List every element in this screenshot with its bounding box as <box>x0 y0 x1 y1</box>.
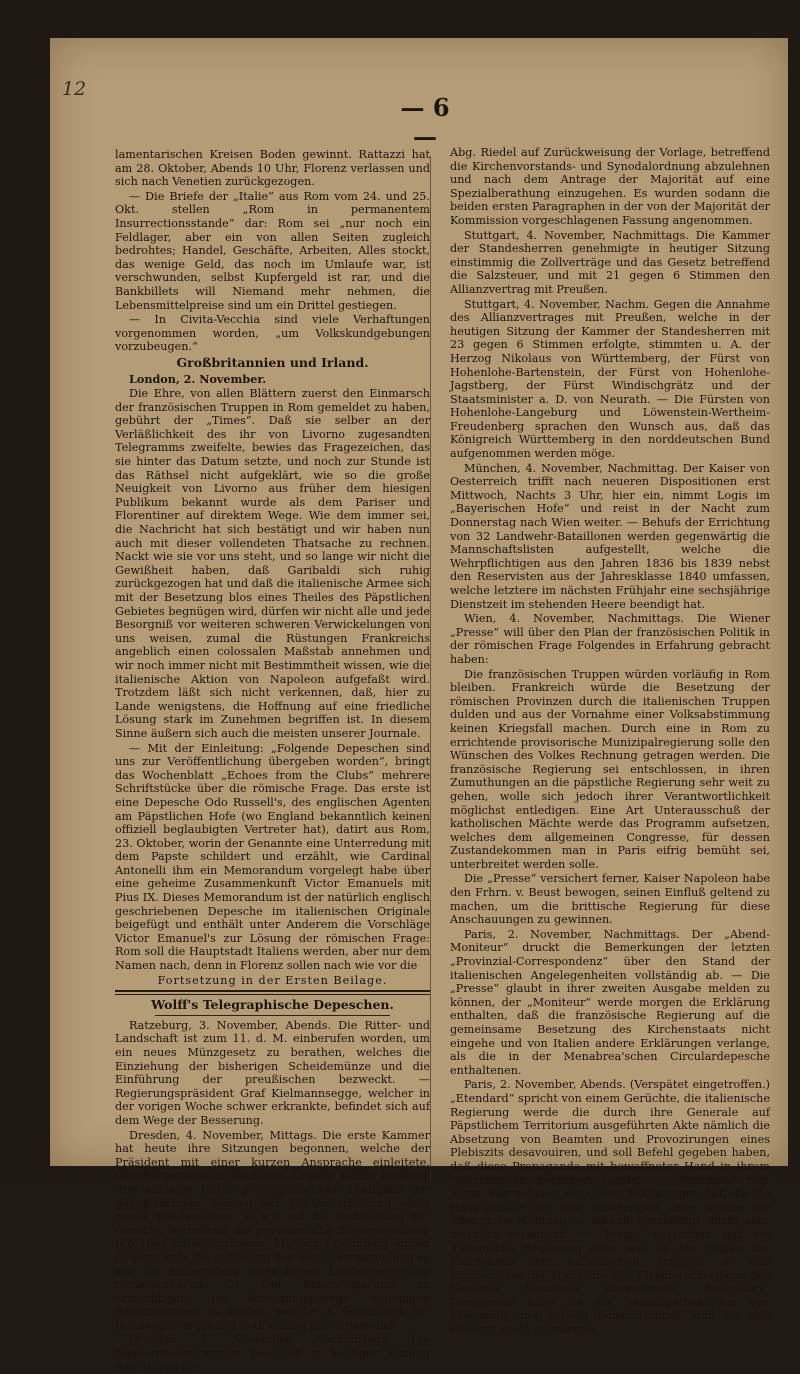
heading-underline <box>155 1015 390 1016</box>
paragraph: lamentarischen Kreisen Boden gewinnt. Rattazzi hat am 28. Oktober, Abends 10 Uhr, Florenz verlassen und sich nach Venetien zurückgezogen. <box>115 148 430 189</box>
paragraph: Stuttgart, 4. November, Nachm. Gegen die Annahme des Allianzvertrages mit Preußen, welche in der heutigen Sitzung der Kammer der Standesherren mit 23 gegen 6 Stimmen erfolgte, stimmten u. A. der Herzog Nikolaus von Württemberg, der Fürst von Hohenlohe-Bartenstein, der Fürst von Hohenlohe-Jagstberg, der Fürst Windischgrätz und der Staatsminister a. D. von Neurath. — Die Fürsten von Hohenlohe-Langeburg und Löwenstein-Wertheim-Freudenberg sprachen den Wunsch aus, daß das Königreich Württemberg in den norddeutschen Bund aufgenommen werden möge. <box>450 297 770 461</box>
left-column <box>115 148 430 1374</box>
paragraph: Ratzeburg, 3. November, Abends. Die Ritter- und Landschaft ist zum 11. d. M. einberufen worden, um ein neues Münzgesetz zu berathen, welches die Einziehung der bisherigen Scheidemünze und die Einführung der preußischen bezweckt. — Regierungspräsident Graf Kielmannsegge, welcher in der vorigen Woche schwer erkrankte, befindet sich auf dem Wege der Besserung. <box>115 1018 430 1127</box>
newspaper-page <box>50 38 788 1374</box>
paragraph: — In Civita-Vecchia sind viele Verhaftungen vorgenommen worden, „um Volkskundgebungen vorzubeugen.“ <box>115 313 430 354</box>
paragraph: — Die Briefe der „Italie“ aus Rom vom 24. und 25. Okt. stellen „Rom in permanentem Insurrectionsstande“ dar: Rom sei „nur noch ein Feldlager, aber ein von allen Seiten zugleich bedrohtes; Handel, Geschäfte, Arbeiten, Alles stockt, das wenige Geld, das noch im Umlaufe war, ist verschwunden, selbst Kupfergeld ist rar, und die Bankbillets will Niemand mehr nehmen, die Lebensmittelpreise sind um ein Drittel gestiegen. <box>115 189 430 312</box>
right-column <box>450 146 770 1337</box>
paragraph: Paris, 2. November, Abends. (Verspätet eingetroffen.) „Etendard“ spricht von einem Gerüchte, die italienische Regierung werde die durch ihre Generale auf Päpstlichem Territorium ausgeführten Akte nämlich die Absetzung von Beamten und Provozirungen eines Plebiszits desavouiren, und soll Befehl gegeben haben, daß diese Propaganda mit bewaffneter Hand in ihrem Fortschreiten gehindert werde. — „Etendard“ fügt hinzu: Wir nehmen von diesen Erklärungen Akt, die die Hauptpunkte der sehr schwierigen Lage, welche die öffentliche Meinung so lebhaft beschäftigt, nicht sehr merklich verändern. — „Temps“ versichert, daß die italienische Regierung alles, was in den Folgen des Einrückens der italienischen Truppen in den Kirchenstaat die Tragweite des Cirkularschreibens des Generals Menabrea überschreite, desavouire. Demgemäß habe sie die Munizipalbehörden von Frosinone und Velletri benachrichtigt, daß sie das Plebiszit nicht anerkenne. <box>450 1078 770 1337</box>
paragraph: Dresden, 4. November, Mittags. Die erste Kammer hat heute ihre Sitzungen begonnen, welche der Präsident mit einer kurzen Ansprache einleitete. Oberbürgermeister Koch aus Leipzig stellte folgende drei Anträge: 1) die gesetzgeberische Thätigkeit der gegenwärtigen Session auf die Ausarbeitung eines neuen Wahlgesetzes, so wie auf die Feststellung der Gesetze, betreffend die provisorische Steuererhebung pro 1868 zu beschränken. 2) Nach Erledigung obiger Gegenstände die Auflösung der Ständeversammlung so wie die Einberufung einer neuen Landesvertretung herbeizuführen. 3) Die Staatsregierung zu ermächtigen, im Verordnungswege diejenigen Bestimmungen zu treffen, welche in Gemäßheit der Bundesgesetzgebung nothwendig geworden sind. <box>115 1128 430 1332</box>
paragraph: Paris, 2. November, Nachmittags. Der „Abend-Moniteur“ druckt die Bemerkungen der letzten „Provinzial-Correspondenz“ über den Stand der italienischen Angelegenheiten vollständig ab. — Die „Presse“ glaubt in ihrer zweiten Ausgabe melden zu können, der „Moniteur“ werde morgen die Erklärung enthalten, daß die französische Regierung auf die gemeinsame Besetzung des Kirchenstaats nicht eingehe und von Italien andere Erklärungen verlange, als die in der Menabrea'schen Circulardepesche enthaltenen. <box>450 927 770 1077</box>
paragraph: Wien, 4. November, Nachmittags. Die Wiener „Presse“ will über den Plan der französischen Politik in der römischen Frage Folgendes in Erfahrung gebracht haben: <box>450 612 770 666</box>
paragraph: Die französischen Truppen würden vorläufig in Rom bleiben. Frankreich würde die Besetzung der römischen Provinzen durch die italienischen Truppen dulden und aus der Vornahme einer Volksabstimmung keinen Kriegsfall machen. Durch eine in Rom zu errichtende provisorische Munizipalregierung solle den Wünschen des Volkes Rechnung getragen werden. Die französische Regierung sei entschlossen, in ihren Zumuthungen an die päpstliche Regierung sehr weit zu gehen, wolle sich jedoch ihrer Verantwortlichkeit möglichst entledigen. Eine Art Unterausschuß der katholischen Mächte werde das Programm aufsetzen, welches dem allgemeinen Congresse, für dessen Zustandekommen man in Paris eifrig bemüht sei, unterbreitet werden solle. <box>450 667 770 871</box>
paragraph: — Mit der Einleitung: „Folgende Depeschen sind uns zur Veröffentlichung übergeben worden“, bringt das Wochenblatt „Echoes from the Clubs“ mehrere Schriftstücke über die römische Frage. Das erste ist eine Depesche Odo Russell's, des englischen Agenten am Päpstlichen Hofe (wo England bekanntlich keinen offiziell beglaubigten Vertreter hat), datirt aus Rom, 23. Oktober, worin der Genannte eine Unterredung mit dem Papste schildert und erzählt, wie Cardinal Antonelli ihm ein Memorandum vorgelegt habe über eine geheime Zusammenkunft Victor Emanuels mit Pius IX. Dieses Memorandum ist der natürlich englisch geschriebenen Depesche im italienischen Originale beigefügt und enthält unter Anderem die Vorschläge Victor Emanuel's zur Lösung der römischen Frage: Rom soll die Hauptstadt Italiens werden, aber nur dem Namen nach, denn in Florenz sollen nach wie vor die <box>115 741 430 973</box>
dateline: London, 2. November. <box>129 371 267 386</box>
section-heading-telegrams: Wolff's Telegraphische Depeschen. <box>151 997 394 1013</box>
paragraph: Abg. Riedel auf Zurückweisung der Vorlage, betreffend die Kirchenvorstands- und Synodalordnung abzulehnen und nach dem Antrage der Majorität auf eine Spezialberathung einzugehen. Es wurden sodann die beiden ersten Paragraphen in der von der Majorität der Kommission vorgeschlagenen Fassung angenommen. <box>450 146 770 227</box>
paragraph: Dresden, 4. November, Nachmittags. Die Abgeordnetenkammer beschloß in heutiger Sitzung den Antrag des <box>115 1333 430 1374</box>
paragraph: Die Ehre, von allen Blättern zuerst den Einmarsch der französischen Truppen in Rom gemeldet zu haben, gebührt der „Times“. Daß sie selber an der Verläßlichkeit des ihr von Livorno zugesandten Telegramms zweifelte, bewies das Fragezeichen, das sie hinter das Datum setzte, und noch zur Stunde ist das Räthsel nicht aufgeklärt, wie so die große Neuigkeit von Livorno aus früher dem hiesigen Publikum bekannt wurde als dem Pariser und Florentiner auf direktem Wege. Wie dem immer sei, die Nachricht hat sich bestätigt und wir haben nun auch mit dieser vollendeten Thatsache zu rechnen. Nackt wie sie vor uns steht, und so lange wir nicht die Gewißheit haben, daß Garibaldi sich ruhig zurückgezogen hat und daß die italienische Armee sich mit der Besetzung blos eines Theiles des Päpstlichen Gebietes begnügen wird, dürfen wir nicht alle und jede Besorgniß vor weiteren schweren Verwickelungen von uns weisen, zumal die Rüstungen Frankreichs angeblich einen colossalen Maßstab annehmen und wir noch immer nicht mit Bestimmtheit wissen, wie die italienische Aktion von Napoleon aufgefaßt wird. Trotzdem läßt sich nicht verkennen, daß, hier zu Lande wenigstens, die Hoffnung auf eine friedliche Lösung stark im Zunehmen begriffen ist. In diesem Sinne äußern sich auch die meisten unserer Journale. <box>115 387 430 740</box>
section-heading-britain: Großbritannien und Irland. <box>176 354 369 370</box>
paragraph: Die „Presse“ versichert ferner, Kaiser Napoleon habe den Frhrn. v. Beust bewogen, seinen Einfluß geltend zu machen, um die brittische Regierung für diese Anschauungen zu gewinnen. <box>450 872 770 927</box>
column-rule <box>430 156 431 1181</box>
folio-mark: 12 <box>62 78 87 100</box>
paragraph: München, 4. November, Nachmittag. Der Kaiser von Oesterreich trifft nach neueren Dispositionen erst Mittwoch, Nachts 3 Uhr, hier ein, nimmt Logis im „Bayerischen Hofe“ und reist in der Nacht zum Donnerstag nach Wien weiter. — Behufs der Errichtung von 32 Landwehr-Bataillonen werden gegenwärtig die Mannschaftslisten aufgestellt, welche die Wehrpflichtigen aus den Jahren 1836 bis 1839 nebst den Reservisten aus der Jahresklasse 1840 umfassen, welche letztere im nächsten Frühjahr eine sechsjährige Dienstzeit im stehenden Heere beendigt hat. <box>450 461 770 611</box>
section-divider <box>115 990 430 995</box>
page-number: — 6 — <box>400 93 450 151</box>
paragraph: Stuttgart, 4. November, Nachmittags. Die Kammer der Standesherren genehmigte in heutiger Sitzung einstimmig die Zollverträge und das Gesetz betreffend die Salzsteuer, und mit 21 gegen 6 Stimmen den Allianzvertrag mit Preußen. <box>450 228 770 296</box>
continuation-note: Fortsetzung in der Ersten Beilage. <box>157 973 388 987</box>
